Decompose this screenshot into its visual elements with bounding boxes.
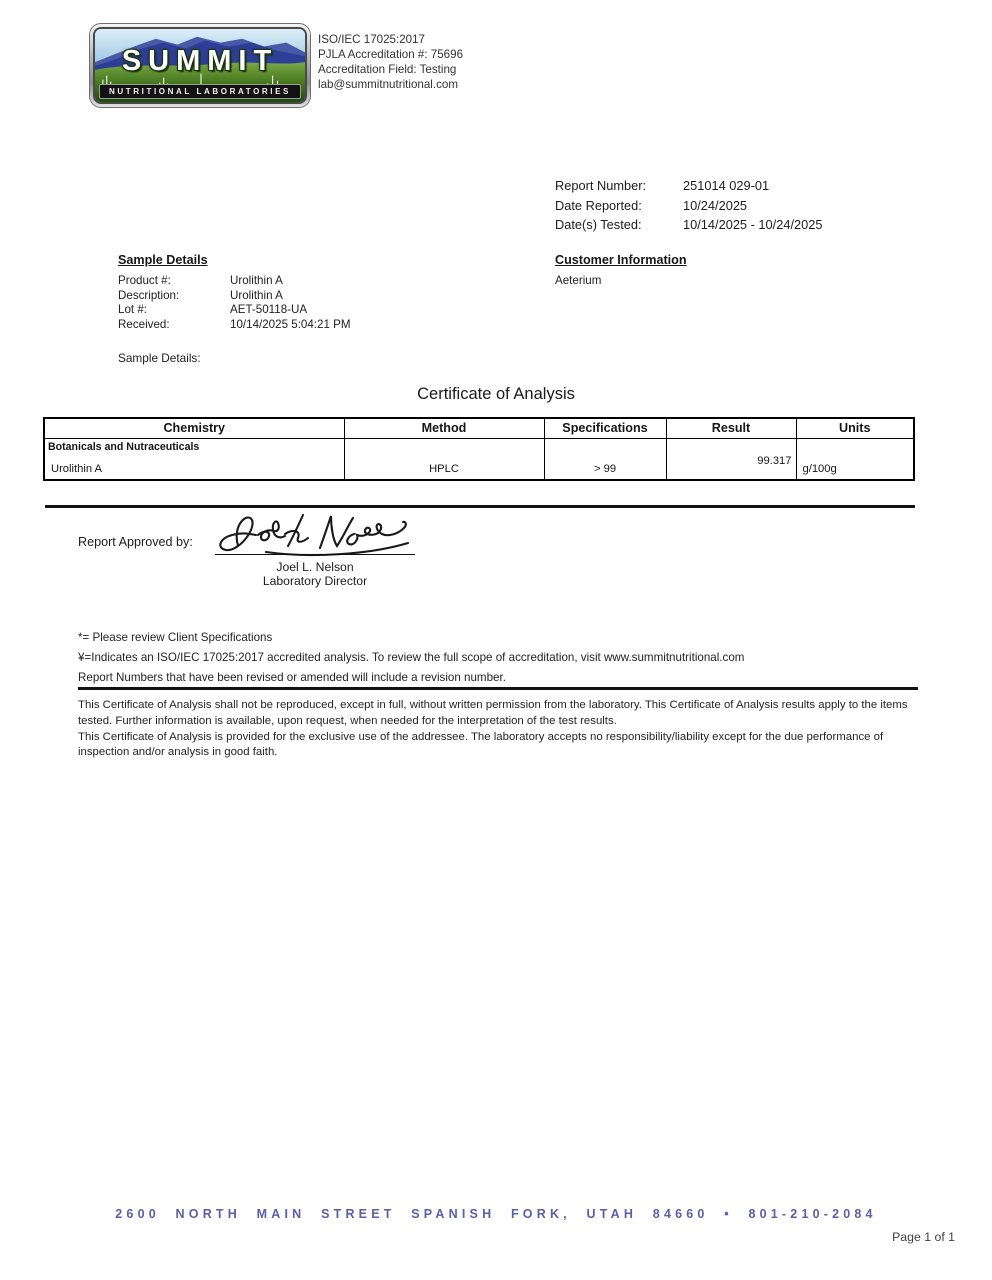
disclaimer-divider-rule xyxy=(78,687,918,690)
sample-details-heading: Sample Details xyxy=(118,253,208,267)
lab-address: 2600 NORTH MAIN STREET SPANISH FORK, UTAH 84660 • 801-210-2084 xyxy=(115,1207,877,1221)
signature-icon xyxy=(208,508,420,558)
lot-number-value: AET-50118-UA xyxy=(230,303,308,317)
chemistry-cell xyxy=(44,439,344,480)
report-number-value: 251014 029-01 xyxy=(683,178,770,193)
received-row xyxy=(118,318,351,333)
table-row xyxy=(44,439,914,480)
date-reported-row xyxy=(555,196,822,216)
product-number-value: Urolithin A xyxy=(230,274,283,287)
summit-logo xyxy=(90,24,310,107)
product-number-row xyxy=(118,274,351,289)
signer-title: Laboratory Director xyxy=(262,574,368,588)
logo-tagline: NUTRITIONAL LABORATORIES xyxy=(99,84,301,99)
customer-name: Aeterium xyxy=(555,274,602,287)
lab-email: lab@summitnutritional.com xyxy=(318,78,458,91)
summit-logo-artwork xyxy=(93,27,307,104)
certificate-title: Certificate of Analysis xyxy=(417,385,575,403)
units-cell: g/100g xyxy=(796,439,914,480)
report-approved-by-label: Report Approved by: xyxy=(78,535,193,549)
report-number-label: Report Number: xyxy=(555,178,647,193)
customer-information-heading: Customer Information xyxy=(555,253,687,267)
dates-tested-value: 10/14/2025 - 10/24/2025 xyxy=(683,217,823,232)
pjla-accreditation-number: PJLA Accreditation #: 75696 xyxy=(318,48,464,61)
logo-wordmark: SUMMIT xyxy=(121,45,279,77)
received-label: Received: xyxy=(118,318,170,332)
chemistry-column-header: Chemistry xyxy=(44,418,344,439)
footnote-client-specifications: *= Please review Client Specifications xyxy=(78,631,273,644)
accreditation-block xyxy=(318,32,463,92)
description-value: Urolithin A xyxy=(230,288,283,302)
result-cell: 99.317 xyxy=(666,439,796,480)
footnote-accredited-analysis: ¥=Indicates an ISO/IEC 17025:2017 accredited analysis. To review the full scope of accreditation, visit www.summitnutritional.com xyxy=(78,651,745,664)
sample-details-secondary-label: Sample Details: xyxy=(118,351,201,365)
signature-line xyxy=(215,554,415,555)
units-column-header: Units xyxy=(796,418,914,439)
accreditation-field: Accreditation Field: Testing xyxy=(318,63,457,76)
category-label: Botanicals and Nutraceuticals xyxy=(48,441,200,453)
description-row xyxy=(118,289,351,304)
iso-standard-text: ISO/IEC 17025:2017 xyxy=(318,33,425,46)
lot-number-row xyxy=(118,303,351,318)
disclaimer-paragraph-2: This Certificate of Analysis is provided for the exclusive use of the addressee. The laboratory accepts no responsibility/liability except for the due performance of inspection and/or analysis in good faith. xyxy=(78,730,884,759)
description-label: Description: xyxy=(118,288,180,302)
lot-number-label: Lot #: xyxy=(118,303,148,317)
report-number-row xyxy=(555,176,822,196)
method-cell: HPLC xyxy=(344,439,544,480)
sample-details-block xyxy=(118,274,351,333)
signer-name: Joel L. Nelson xyxy=(276,560,354,574)
disclaimer-block xyxy=(78,698,918,761)
footnote-revision-numbers: Report Numbers that have been revised or amended will include a revision number. xyxy=(78,671,506,684)
date-reported-value: 10/24/2025 xyxy=(683,197,748,213)
analyte-name: Urolithin A xyxy=(51,462,102,475)
date-reported-label: Date Reported: xyxy=(555,197,642,213)
results-table xyxy=(43,417,915,481)
disclaimer-paragraph-1: This Certificate of Analysis shall not be reproduced, except in full, without written permission from the laboratory. This Certificate of Analysis results apply to the items tested. Further information is available, upon request, when needed for the interpretation of the test results. xyxy=(78,699,908,727)
report-info-block xyxy=(555,176,822,235)
page-indicator: Page 1 of 1 xyxy=(892,1230,955,1244)
received-value: 10/14/2025 5:04:21 PM xyxy=(230,318,351,332)
dates-tested-label: Date(s) Tested: xyxy=(555,217,642,232)
section-divider-rule xyxy=(45,505,915,508)
result-column-header: Result xyxy=(666,418,796,439)
specifications-cell: > 99 xyxy=(544,439,666,480)
product-number-label: Product #: xyxy=(118,274,171,287)
table-header-row xyxy=(44,418,914,439)
specifications-column-header: Specifications xyxy=(544,418,666,439)
dates-tested-row xyxy=(555,215,822,235)
method-column-header: Method xyxy=(344,418,544,439)
